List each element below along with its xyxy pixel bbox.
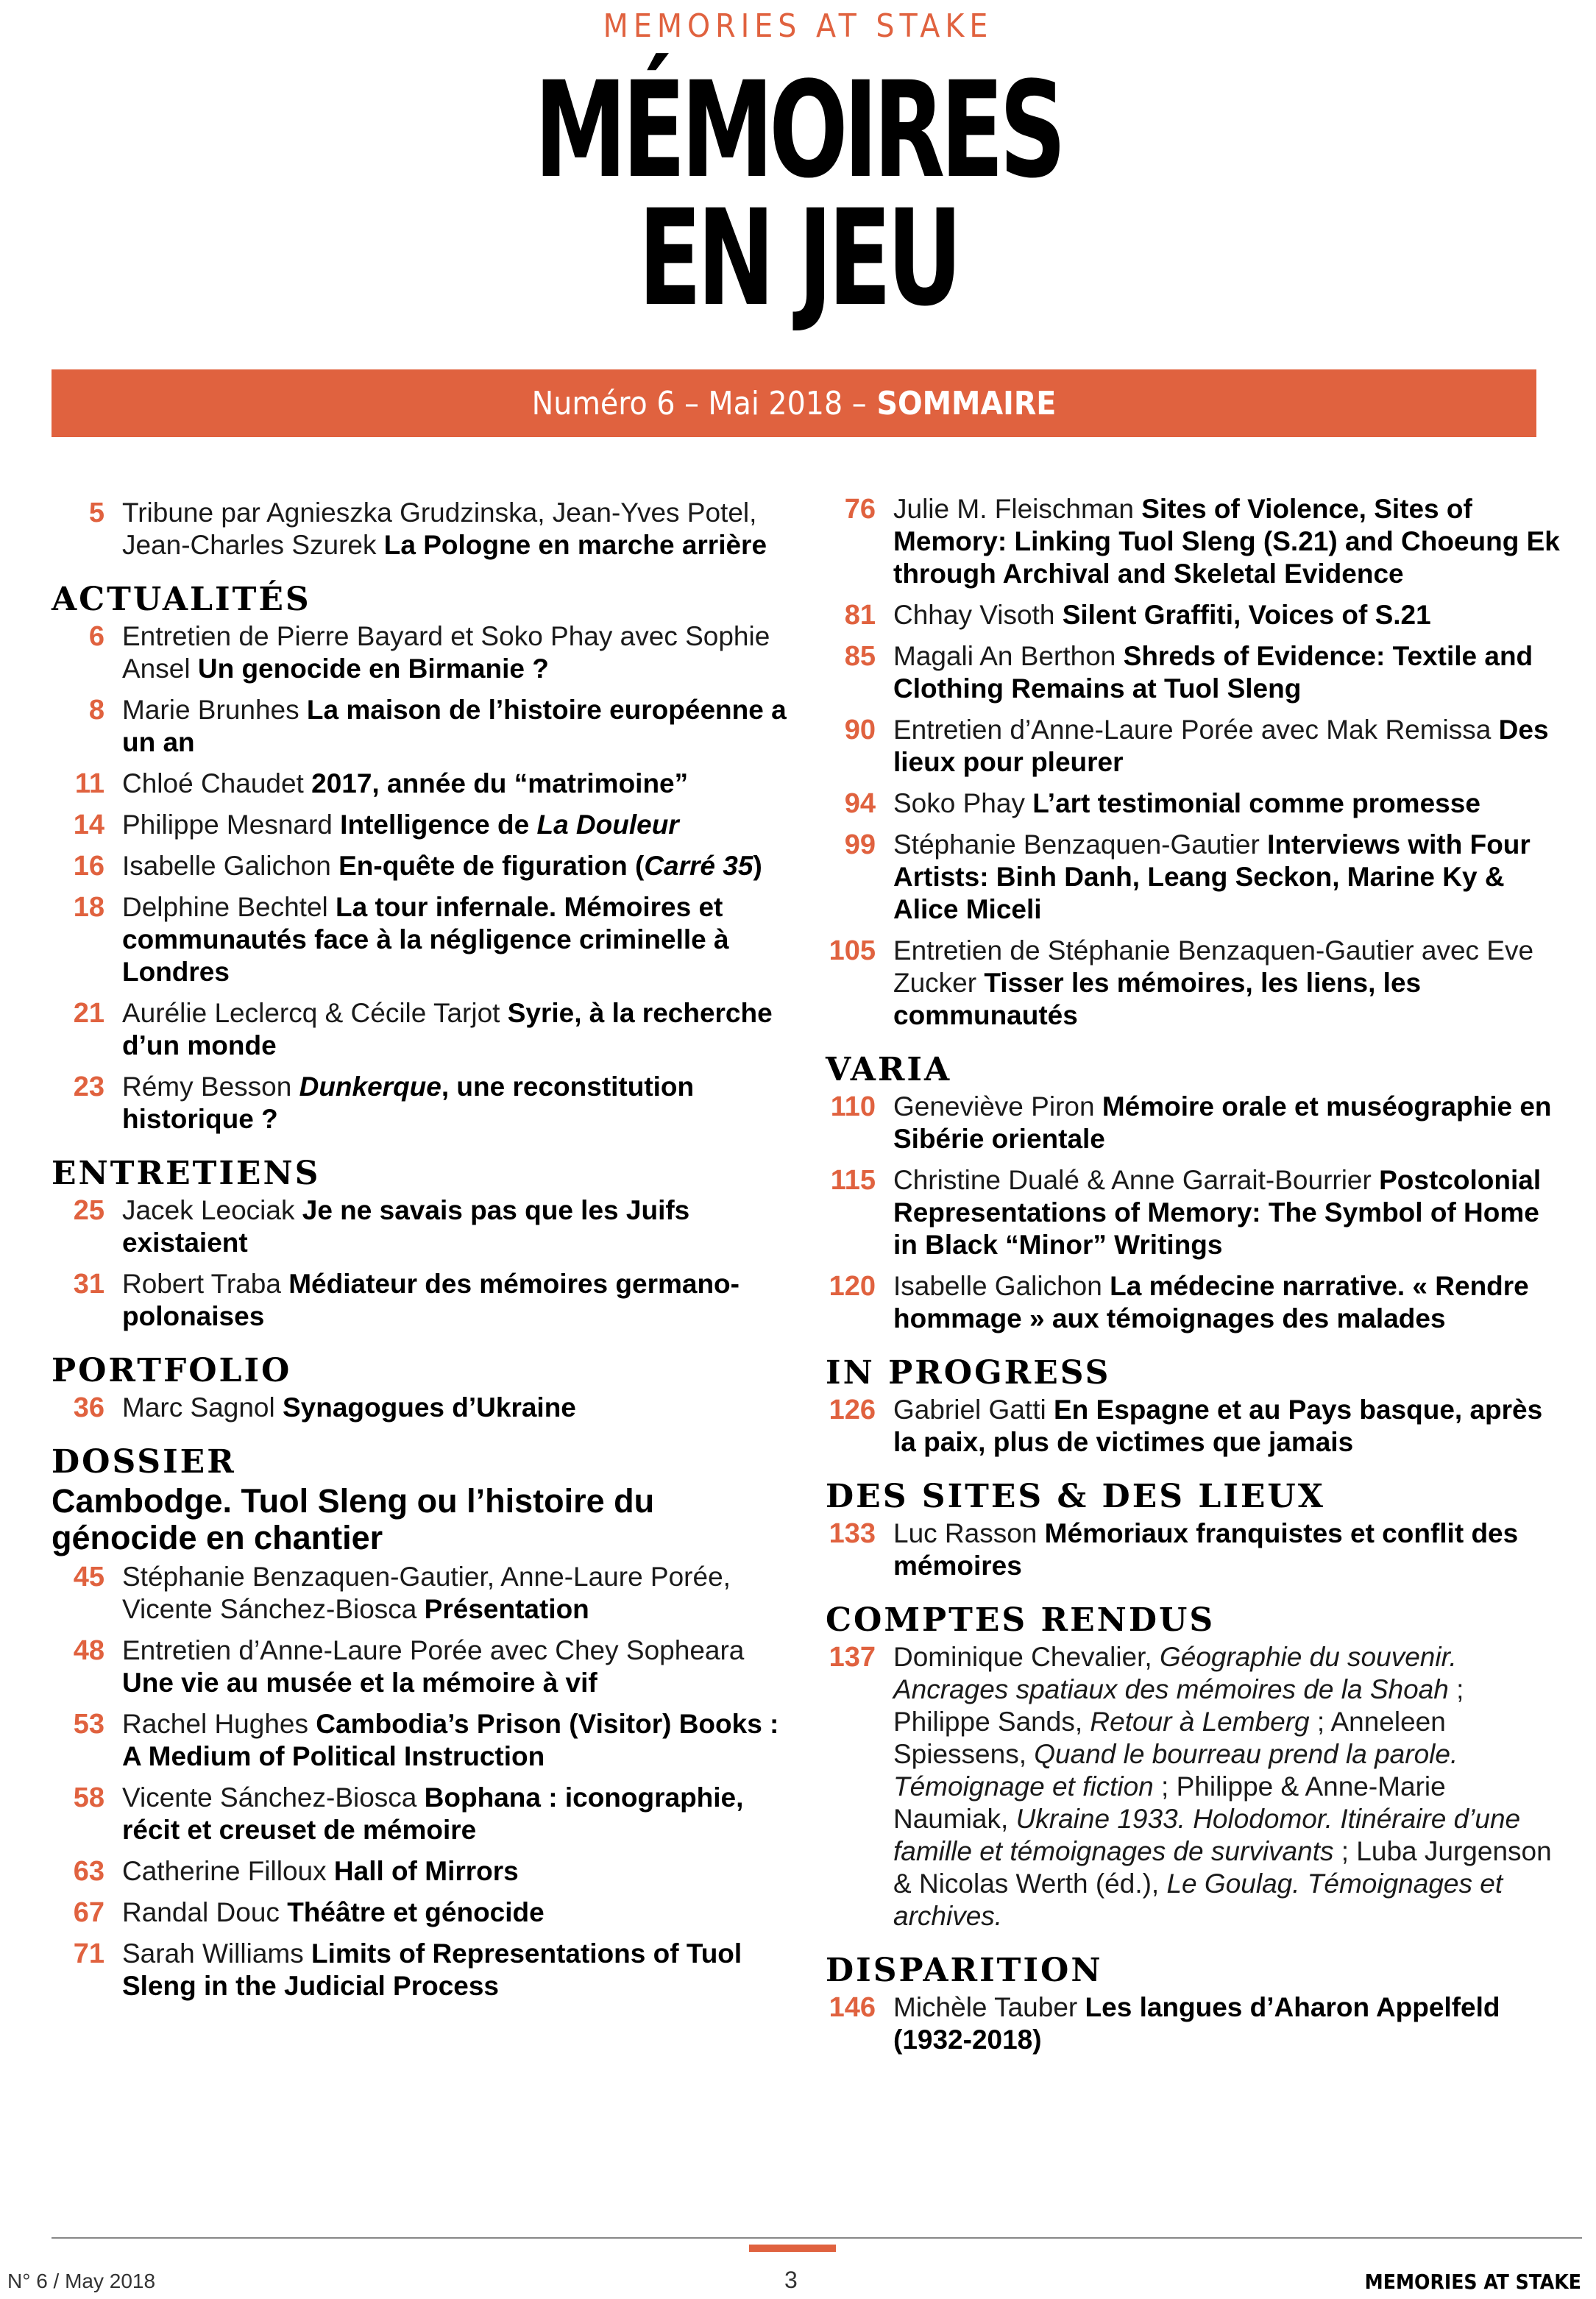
page-ref: 105 — [829, 935, 876, 966]
page-ref: 11 — [74, 768, 104, 799]
entry-author: Retour à Lemberg — [1090, 1707, 1310, 1737]
entry-author: Sarah Williams — [122, 1938, 311, 1969]
entry-author: Christine Dualé & Anne Garrait-Bourrier — [893, 1165, 1380, 1195]
masthead-title-line1: MÉMOIRES — [534, 54, 1062, 208]
entry-title: Interviews with Four Artists: Binh Danh, Leang Seckon, Marine Ky & Alice Miceli — [893, 829, 1531, 924]
footer-journal-name: MEMORIES AT STAKE — [1364, 2270, 1581, 2294]
entry-author: Le Goulag. Témoignages et archives. — [893, 1868, 1503, 1931]
entry-text — [893, 640, 1561, 705]
toc-left-column — [52, 497, 787, 2011]
page-ref: 115 — [830, 1165, 876, 1196]
page-ref: 36 — [73, 1392, 104, 1423]
entry-text — [122, 1392, 787, 1424]
page-ref: 53 — [73, 1709, 104, 1740]
entry-title: En Espagne et au Pays basque, après la paix, plus de victimes que jamais — [893, 1395, 1543, 1457]
toc-entry[interactable] — [826, 1270, 1561, 1335]
page-ref: 16 — [73, 851, 104, 882]
page-ref: 90 — [844, 715, 876, 745]
entry-title: Les langues d’Aharon Appelfeld (1932-2018) — [893, 1992, 1500, 2055]
section-heading: DOSSIER — [52, 1443, 236, 1481]
toc-entry[interactable] — [52, 1634, 787, 1699]
entry-text — [893, 935, 1561, 1032]
toc-entry[interactable] — [52, 694, 787, 759]
entry-author: Philippe Mesnard — [122, 810, 341, 840]
page-ref: 18 — [73, 892, 104, 923]
entry-author: Julie M. Fleischman — [893, 494, 1142, 524]
entry-author: Géographie du souvenir. Ancrages spatiaux des mémoires de la Shoah — [893, 1642, 1457, 1704]
toc-entry[interactable] — [826, 829, 1561, 926]
entry-title: ) — [753, 851, 762, 881]
entry-author: Isabelle Galichon — [893, 1271, 1110, 1301]
entry-author: Rachel Hughes — [122, 1709, 316, 1739]
page-ref: 58 — [73, 1782, 104, 1813]
toc-entry[interactable] — [826, 1091, 1561, 1155]
entry-text — [122, 620, 787, 685]
footer-accent-bar — [749, 2245, 836, 2252]
entry-text — [122, 1782, 787, 1846]
toc-entry[interactable] — [826, 1991, 1561, 2056]
entry-text — [893, 493, 1561, 590]
toc-right-column — [826, 493, 1561, 2065]
entry-author: Chloé Chaudet — [122, 768, 312, 798]
entry-text — [893, 1517, 1561, 1582]
entry-text — [122, 1194, 787, 1259]
toc-entry[interactable] — [826, 599, 1561, 631]
entry-text — [122, 1896, 787, 1929]
entry-author: Magali An Berthon — [893, 641, 1124, 671]
footer-issue: N° 6 / May 2018 — [7, 2270, 156, 2292]
entry-author: Entretien de Stéphanie Benzaquen-Gautier avec Eve Zucker — [893, 935, 1534, 998]
toc-entry[interactable] — [826, 640, 1561, 705]
entry-author: Chhay Visoth — [893, 600, 1063, 630]
entry-title: La médecine narrative. « Rendre hommage » aux témoignages des malades — [893, 1271, 1529, 1333]
entry-text — [122, 891, 787, 988]
section-heading: COMPTES RENDUS — [826, 1601, 1216, 1639]
page-ref: 63 — [73, 1856, 104, 1887]
entry-title: Intelligence de — [340, 810, 537, 840]
toc-entry[interactable] — [826, 787, 1561, 820]
entry-author: Entretien d’Anne-Laure Porée avec Mak Remissa — [893, 715, 1499, 745]
entry-text — [122, 768, 787, 800]
page-ref: 8 — [88, 695, 104, 726]
entry-title: Mémoire orale et muséographie en Sibérie orientale — [893, 1091, 1552, 1154]
entry-text — [122, 1855, 787, 1888]
entry-author: ; Philippe Sands, — [893, 1674, 1464, 1737]
toc-entry[interactable] — [52, 1071, 787, 1136]
entry-text — [122, 1708, 787, 1773]
sommaire-label: SOMMAIRE — [876, 384, 1057, 422]
page-ref: 110 — [830, 1091, 876, 1122]
section-heading: VARIA — [826, 1051, 952, 1088]
entry-author: ; Anneleen Spiessens, — [893, 1707, 1446, 1769]
toc-entry[interactable] — [52, 1561, 787, 1626]
section-heading: ACTUALITÉS — [52, 581, 311, 618]
page-number: 3 — [784, 2267, 798, 2293]
entry-author: ; Luba Jurgenson & Nicolas Werth (éd.), — [893, 1836, 1552, 1899]
entry-author: Stéphanie Benzaquen-Gautier — [893, 829, 1268, 860]
masthead-subtitle: MEMORIES AT STAKE — [603, 7, 993, 45]
entry-title: Tisser les mémoires, les liens, les communautés — [893, 968, 1422, 1030]
entry-title: L’art testimonial comme promesse — [1032, 788, 1480, 818]
page-ref: 14 — [73, 810, 104, 840]
section-heading: IN PROGRESS — [826, 1354, 1111, 1392]
entry-author: Luc Rasson — [893, 1518, 1045, 1548]
page-ref: 133 — [829, 1518, 876, 1549]
entry-title: Hall of Mirrors — [333, 1856, 519, 1886]
entry-title: Synagogues d’Ukraine — [283, 1392, 576, 1423]
page-ref: 25 — [73, 1195, 104, 1226]
entry-title: Une vie au musée et la mémoire à vif — [122, 1668, 597, 1698]
page-ref: 71 — [73, 1938, 104, 1969]
entry-text — [122, 997, 787, 1062]
section-heading: DES SITES & DES LIEUX — [826, 1478, 1325, 1515]
entry-title: 2017, année du “matrimoine” — [311, 768, 689, 798]
section-heading: PORTFOLIO — [52, 1352, 292, 1389]
entry-author: Marc Sagnol — [122, 1392, 283, 1423]
toc-entry[interactable] — [826, 1394, 1561, 1459]
page-ref: 5 — [88, 497, 104, 528]
page-ref: 76 — [844, 494, 876, 525]
page-ref: 81 — [844, 600, 876, 631]
entry-text — [893, 829, 1561, 926]
entry-author: Stéphanie Benzaquen-Gautier, Anne-Laure Porée, Vicente Sánchez-Biosca — [122, 1562, 731, 1624]
entry-author: Entretien d’Anne-Laure Porée avec Chey Sopheara — [122, 1635, 745, 1665]
entry-text — [122, 809, 787, 841]
entry-title: Présentation — [424, 1594, 589, 1624]
issue-banner — [52, 369, 1536, 437]
entry-author: Jacek Leociak — [122, 1195, 302, 1225]
entry-author: Delphine Bechtel — [122, 892, 336, 922]
entry-title: Des lieux pour pleurer — [893, 715, 1549, 777]
entry-author: Tribune par Agnieszka Grudzinska, Jean-Yves Potel, Jean-Charles Szurek — [122, 497, 757, 560]
entry-text — [893, 1991, 1561, 2056]
entry-text — [893, 599, 1561, 631]
toc-entry[interactable] — [52, 850, 787, 882]
entry-author: Marie Brunhes — [122, 695, 307, 725]
entry-title: La tour infernale. Mémoires et communautés face à la négligence criminelle à Londres — [122, 892, 729, 987]
entry-author: Rémy Besson — [122, 1071, 299, 1102]
toc-entry[interactable] — [52, 891, 787, 988]
entry-title: La Pologne en marche arrière — [383, 530, 767, 560]
page-ref: 146 — [829, 1992, 876, 2023]
entry-title: Sites of Violence, Sites of Memory: Linking Tuol Sleng (S.21) and Choeung Ek through Archival and Skeletal Evidence — [893, 494, 1560, 589]
page-ref: 31 — [73, 1269, 104, 1300]
entry-author: Robert Traba — [122, 1269, 289, 1299]
entry-title: Dunkerque — [299, 1071, 441, 1102]
page-ref: 120 — [829, 1271, 876, 1302]
toc-entry[interactable] — [826, 935, 1561, 1032]
page-ref: 21 — [73, 998, 104, 1029]
page-ref: 85 — [844, 641, 876, 672]
entry-title: Syrie, à la recherche d’un monde — [122, 998, 773, 1060]
page-ref: 48 — [73, 1635, 104, 1666]
entry-title: Bophana : iconographie, récit et creuset de mémoire — [122, 1782, 744, 1845]
entry-title: La maison de l’histoire européenne a un an — [122, 695, 787, 757]
section-heading: ENTRETIENS — [52, 1155, 321, 1192]
page-ref: 6 — [88, 621, 104, 652]
toc-entry[interactable] — [52, 768, 787, 800]
toc-entry[interactable] — [52, 1855, 787, 1888]
entry-title: En-quête de figuration ( — [338, 851, 645, 881]
toc-entry[interactable] — [52, 1896, 787, 1929]
entry-title: Médiateur des mémoires germano-polonaises — [122, 1269, 740, 1331]
toc-entry[interactable] — [52, 1708, 787, 1773]
entry-text — [122, 497, 787, 562]
entry-title: Je ne savais pas que les Juifs existaient — [122, 1195, 690, 1258]
entry-author: Randal Douc — [122, 1897, 288, 1927]
entry-text — [122, 850, 787, 882]
entry-title: Un genocide en Birmanie ? — [197, 653, 549, 684]
toc-entry[interactable] — [52, 997, 787, 1062]
dossier-title: Cambodge. Tuol Sleng ou l’histoire du génocide en chantier — [52, 1482, 655, 1556]
entry-author: Entretien de Pierre Bayard et Soko Phay avec Sophie Ansel — [122, 621, 770, 684]
entry-author: Geneviève Piron — [893, 1091, 1102, 1122]
section-heading: DISPARITION — [826, 1952, 1103, 1989]
entry-title: Postcolonial Representations of Memory: The Symbol of Home in Black “Minor” Writings — [893, 1165, 1542, 1260]
entry-text — [122, 1268, 787, 1333]
toc-entry[interactable] — [52, 1938, 787, 2002]
entry-text — [122, 1634, 787, 1699]
entry-author: Quand le bourreau prend la parole. Témoignage et fiction — [893, 1739, 1458, 1802]
entry-author: Catherine Filloux — [122, 1856, 334, 1886]
toc-entry[interactable] — [826, 1641, 1561, 1933]
toc-entry[interactable] — [826, 1517, 1561, 1582]
entry-text — [893, 1164, 1561, 1261]
toc-entry[interactable] — [52, 1782, 787, 1846]
entry-author: Gabriel Gatti — [893, 1395, 1054, 1425]
entry-text — [122, 694, 787, 759]
masthead-title-line2: EN JEU — [638, 182, 958, 336]
entry-text — [893, 1091, 1561, 1155]
toc-entry[interactable] — [826, 714, 1561, 779]
entry-text — [893, 1270, 1561, 1335]
toc-entry[interactable] — [826, 1164, 1561, 1261]
toc-entry[interactable] — [52, 809, 787, 841]
toc-entry[interactable] — [52, 497, 787, 562]
entry-title: La Douleur — [536, 810, 679, 840]
entry-author: Michèle Tauber — [893, 1992, 1085, 2022]
page-ref: 67 — [73, 1897, 104, 1928]
toc-entry[interactable] — [52, 1194, 787, 1259]
entry-text — [893, 714, 1561, 779]
toc-entry[interactable] — [826, 493, 1561, 590]
entry-text — [893, 787, 1561, 820]
entry-author: ; Philippe & Anne-Marie Naumiak, — [893, 1771, 1446, 1834]
entry-author: Dominique Chevalier, — [893, 1642, 1160, 1672]
toc-entry[interactable] — [52, 1268, 787, 1333]
entry-title: Shreds of Evidence: Textile and Clothing Remains at Tuol Sleng — [893, 641, 1533, 704]
page-ref: 99 — [844, 829, 876, 860]
entry-text — [893, 1394, 1561, 1459]
entry-title: Limits of Representations of Tuol Sleng in the Judicial Process — [122, 1938, 742, 2001]
entry-author: Ukraine 1933. Holodomor. Itinéraire d’une famille et témoignages de survivants — [893, 1804, 1521, 1866]
entry-title: Cambodia’s Prison (Visitor) Books : A Medium of Political Instruction — [122, 1709, 779, 1771]
page-ref: 126 — [829, 1395, 876, 1425]
entry-text — [122, 1938, 787, 2002]
entry-title: Théâtre et génocide — [287, 1897, 545, 1927]
page-ref: 137 — [829, 1642, 876, 1673]
entry-text — [122, 1561, 787, 1626]
issue-label: Numéro 6 – Mai 2018 – — [531, 384, 867, 422]
page-ref: 94 — [844, 788, 876, 819]
entry-text — [122, 1071, 787, 1136]
page-ref: 23 — [73, 1071, 104, 1102]
entry-title: , une reconstitution historique ? — [122, 1071, 695, 1134]
entry-title: Mémoriaux franquistes et conflit des mémoires — [893, 1518, 1519, 1581]
toc-entry[interactable] — [52, 1392, 787, 1424]
entry-author: Vicente Sánchez-Biosca — [122, 1782, 425, 1813]
entry-text — [893, 1641, 1561, 1933]
entry-title: Silent Graffiti, Voices of S.21 — [1062, 600, 1431, 630]
entry-author: Soko Phay — [893, 788, 1033, 818]
toc-entry[interactable] — [52, 620, 787, 685]
page-ref: 45 — [73, 1562, 104, 1593]
entry-title: Carré 35 — [644, 851, 753, 881]
entry-author: Isabelle Galichon — [122, 851, 339, 881]
entry-author: Aurélie Leclercq & Cécile Tarjot — [122, 998, 508, 1028]
footer-rule — [52, 2237, 1582, 2239]
